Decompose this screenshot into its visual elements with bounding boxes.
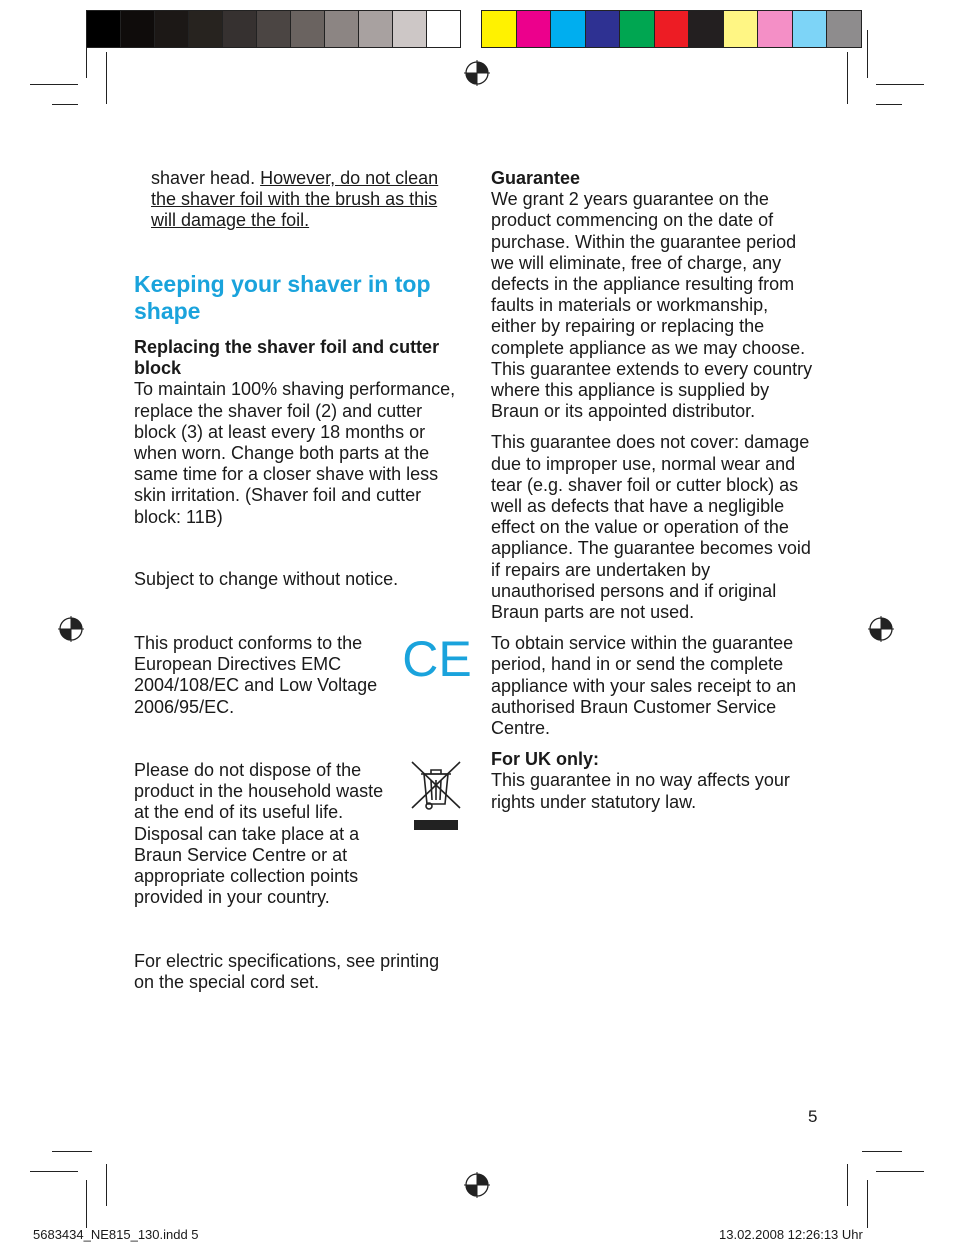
- ce-conformity-text: This product conforms to the European Directives EMC 2004/108/EC and Low Voltage 2006/95/EC.: [134, 633, 378, 717]
- ce-mark-text: CE: [402, 631, 472, 687]
- ce-mark-icon: [402, 631, 472, 687]
- crop-mark: [106, 1164, 107, 1206]
- section-heading: Keeping your shaver in top shape: [134, 271, 431, 324]
- crop-mark: [30, 84, 78, 85]
- crop-mark: [52, 104, 78, 105]
- color-swatch: [121, 11, 155, 47]
- registration-mark-icon: [868, 616, 894, 642]
- color-swatch: [87, 11, 121, 47]
- footer-file-info: 5683434_NE815_130.indd 5: [33, 1227, 199, 1242]
- disposal-text-body: Please do not dispose of the product in the household waste at the end of its useful life. Disposal can take place at a Braun Service Centre or at appropriate collection points provided in your country.: [134, 760, 384, 908]
- guarantee-paragraph-2: This guarantee extends to every country where this appliance is supplied by Braun or its appointed distributor.: [491, 358, 813, 422]
- electric-specs-text: For electric specifications, see printing on the special cord set.: [134, 951, 440, 993]
- crop-mark: [867, 1180, 868, 1228]
- crop-mark: [86, 1180, 87, 1228]
- uk-heading: For UK only:: [491, 749, 599, 770]
- crop-mark: [876, 104, 902, 105]
- color-swatch: [291, 11, 325, 47]
- color-swatch: [517, 11, 552, 47]
- crop-mark: [30, 1171, 78, 1172]
- intro-paragraph: [151, 168, 461, 232]
- crop-mark: [86, 30, 87, 78]
- grayscale-calibration-bar: [86, 10, 461, 48]
- color-swatch: [155, 11, 189, 47]
- footer-timestamp: 13.02.2008 12:26:13 Uhr: [719, 1227, 863, 1242]
- registration-mark-icon: [464, 1172, 490, 1198]
- color-swatch: [257, 11, 291, 47]
- guarantee-heading: Guarantee: [491, 168, 581, 188]
- guarantee-paragraph-4: To obtain service within the guarantee period, hand in or send the complete appliance with your sales receipt to an authorised Braun Customer Service Centre.: [491, 633, 797, 739]
- intro-warning-text: However, do not clean the shaver foil with the brush as this will damage the foil.: [151, 168, 439, 231]
- color-swatch: [586, 11, 621, 47]
- replacing-subheading: Replacing the shaver foil and cutter block: [134, 337, 440, 379]
- registration-mark-icon: [58, 616, 84, 642]
- crop-mark: [52, 1151, 92, 1152]
- crop-mark: [876, 84, 924, 85]
- color-swatch: [223, 11, 257, 47]
- crop-mark: [862, 1151, 902, 1152]
- guarantee-paragraph-3: This guarantee does not cover: damage due to improper use, normal wear and tear (e.g. shaver foil or cutter block) as well as defects that have a negligible effect on the value or operation of the appliance. The guarantee becomes void if repairs are undertaken by unauthorised persons and if original Braun parts are not used.: [491, 432, 811, 623]
- color-swatch: [393, 11, 427, 47]
- crop-mark: [847, 52, 848, 104]
- color-swatch: [620, 11, 655, 47]
- uk-text: This guarantee in no way affects your rights under statutory law.: [491, 770, 790, 812]
- change-notice: Subject to change without notice.: [134, 569, 399, 589]
- color-swatch: [827, 11, 861, 47]
- registration-mark-icon: [464, 60, 490, 86]
- color-calibration-bar: [481, 10, 862, 48]
- crop-mark: [867, 30, 868, 78]
- color-swatch: [689, 11, 724, 47]
- color-swatch: [793, 11, 828, 47]
- crop-mark: [106, 52, 107, 104]
- crop-mark: [847, 1164, 848, 1206]
- color-swatch: [724, 11, 759, 47]
- replacing-section: [134, 337, 464, 528]
- color-swatch: [758, 11, 793, 47]
- color-swatch: [189, 11, 223, 47]
- color-swatch: [325, 11, 359, 47]
- crop-mark: [876, 1171, 924, 1172]
- intro-plain-text: shaver head.: [151, 168, 261, 188]
- replacing-text: To maintain 100% shaving performance, replace the shaver foil (2) and cutter block (3) at least every 18 months or when worn. Change both parts at the same time for a closer shave with less skin irritation. (Shaver foil and cutter block: 11B): [134, 379, 456, 527]
- guarantee-section: [491, 168, 817, 813]
- color-swatch: [359, 11, 393, 47]
- page-number: 5: [808, 1107, 818, 1126]
- color-swatch: [551, 11, 586, 47]
- color-swatch: [427, 11, 460, 47]
- guarantee-paragraph-1: We grant 2 years guarantee on the product commencing on the date of purchase. Within the guarantee period we will eliminate, free of charge, any defects in the appliance resulting from faults in materials or workmanship, either by repairing or replacing the complete appliance as we may choose.: [491, 189, 806, 358]
- color-swatch: [655, 11, 690, 47]
- crossed-out-wheelie-bin-icon: [410, 760, 462, 832]
- color-swatch: [482, 11, 517, 47]
